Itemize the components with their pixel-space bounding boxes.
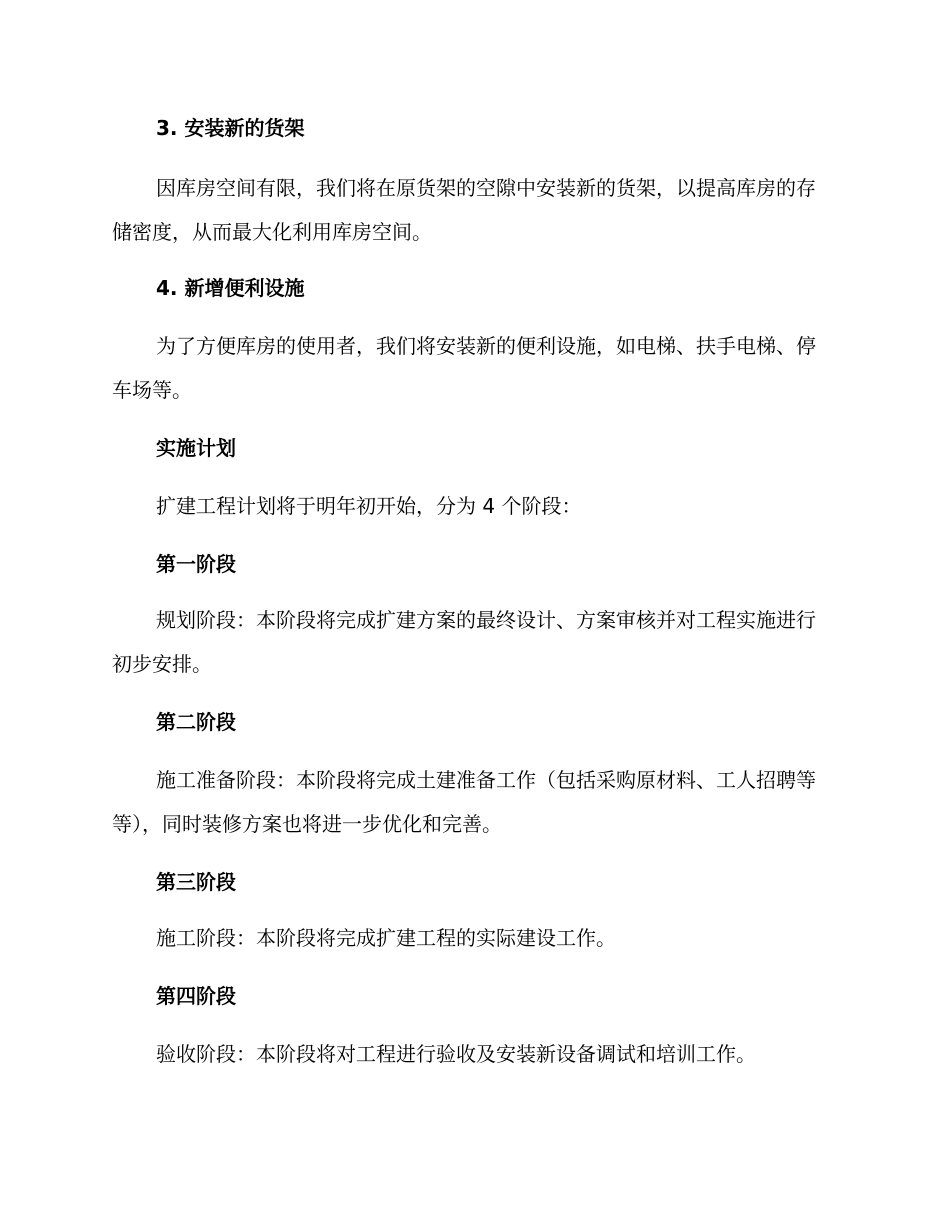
section-paragraph-phase-3: 施工阶段：本阶段将完成扩建工程的实际建设工作。: [156, 926, 616, 950]
section-paragraph-new-facilities: 为了方便库房的使用者，我们将安装新的便利设施，如电梯、扶手电梯、停车场等。: [112, 334, 816, 402]
section-paragraph-phase-1: 规划阶段：本阶段将完成扩建方案的最终设计、方案审核并对工程实施进行初步安排。: [112, 608, 816, 676]
section-heading-phase-2: 第二阶段: [156, 710, 236, 734]
section-heading-phase-3: 第三阶段: [156, 870, 236, 894]
section-paragraph-implementation-plan: 扩建工程计划将于明年初开始，分为 4 个阶段：: [156, 494, 582, 518]
section-heading-phase-1: 第一阶段: [156, 552, 236, 576]
section-heading-new-facilities: 4. 新增便利设施: [156, 276, 305, 300]
section-heading-implementation-plan: 实施计划: [156, 436, 236, 460]
section-paragraph-phase-2: 施工准备阶段：本阶段将完成土建准备工作（包括采购原材料、工人招聘等等），同时装修方案也将进一步优化和完善。: [112, 768, 816, 836]
section-heading-install-shelves: 3. 安装新的货架: [156, 116, 305, 140]
section-paragraph-phase-4: 验收阶段：本阶段将对工程进行验收及安装新设备调试和培训工作。: [156, 1042, 756, 1066]
section-heading-phase-4: 第四阶段: [156, 984, 236, 1008]
section-paragraph-install-shelves: 因库房空间有限，我们将在原货架的空隙中安装新的货架，以提高库房的存储密度，从而最大化利用库房空间。: [112, 176, 816, 244]
